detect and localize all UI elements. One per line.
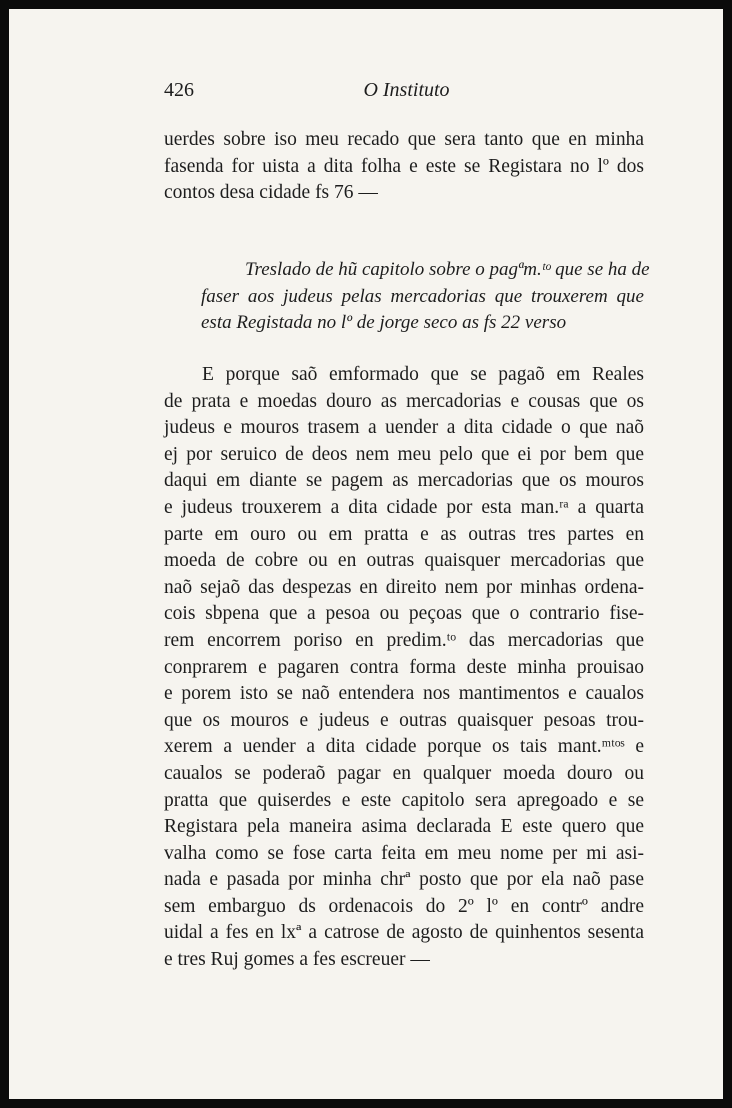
text-line: cois sbpena que a pesoa ou peçoas que o contrario fise-	[164, 603, 644, 625]
text-line: caualos se poderaõ pagar en qualquer moeda douro ou	[164, 762, 644, 784]
text-line: daqui em diante se pagem as mercadorias que os mouros	[164, 470, 644, 492]
section-heading	[201, 257, 650, 337]
text-line: e porem isto se naõ entendera nos mantimentos e caualos	[164, 683, 644, 705]
intro-paragraph	[164, 127, 644, 207]
text-line: nada e pasada por minha chrª posto que por ela naõ pase	[164, 869, 644, 891]
text-line: sem embarguo ds ordenacois do 2º lº en contrº andre	[164, 895, 644, 917]
text-line: e tres Ruj gomes a fes escreuer —	[164, 949, 430, 971]
text-line: contos desa cidade fs 76 —	[164, 182, 378, 204]
text-line: naõ sejaõ das despezas en direito nem por minhas ordena-	[164, 576, 644, 598]
text-line: uerdes sobre iso meu recado que sera tanto que en minha	[164, 129, 644, 150]
text-line: parte em ouro ou em pratta e as outras tres partes en	[164, 523, 644, 545]
text-line: pratta que quiserdes e este capitolo sera apregoado e se	[164, 789, 644, 811]
text-line: E porque saõ emformado que se pagaõ em Reales	[202, 364, 644, 385]
heading-line: esta Registada no lº de jorge seco as fs 22 verso	[201, 312, 567, 333]
page-number: 426	[164, 79, 194, 101]
text-line: e judeus trouxerem a dita cidade por esta man.ʳᵃ a quarta	[164, 496, 644, 518]
heading-line: Treslado de hũ capitolo sobre o pagªm.ᵗᵒ que se ha de	[245, 259, 650, 280]
text-line: judeus e mouros trasem a uender a dita cidade o que naõ	[164, 417, 644, 439]
running-title: O Instituto	[363, 79, 450, 101]
text-line: ej por seruico de deos nem meu pelo que ei por bem que	[164, 443, 644, 465]
text-line: Registara pela maneira asima declarada E este quero que	[164, 816, 644, 838]
page-header	[164, 79, 649, 109]
text-line: rem encorrem poriso en predim.ᵗᵒ das mercadorias que	[164, 629, 644, 651]
text-line: fasenda for uista a dita folha e este se Registara no lº dos	[164, 155, 644, 177]
heading-line: faser aos judeus pelas mercadorias que trouxerem que	[201, 285, 644, 307]
text-line: valha como se fose carta feita em meu nome per mi asi-	[164, 842, 644, 864]
text-line: uidal a fes en lxª a catrose de agosto de quinhentos sesenta	[164, 922, 644, 944]
text-line: que os mouros e judeus e outras quaisquer pesoas trou-	[164, 709, 644, 731]
text-line: conprarem e pagaren contra forma deste minha prouisao	[164, 656, 644, 678]
text-line: de prata e moedas douro as mercadorias e cousas que os	[164, 390, 644, 412]
body-paragraph	[164, 362, 644, 974]
text-line: moeda de cobre ou en outras quaisquer mercadorias que	[164, 550, 644, 572]
book-page	[9, 9, 723, 1099]
text-line: xerem a uender a dita cidade porque os tais mant.ᵐᵗᵒˢ e	[164, 736, 644, 758]
